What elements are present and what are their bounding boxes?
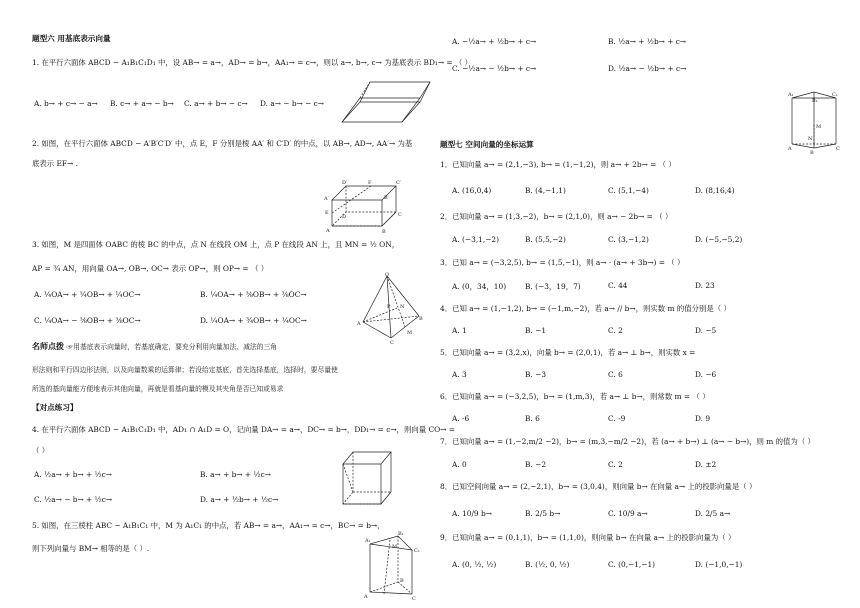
label-b: B: [382, 229, 386, 234]
q5-option-c[interactable]: C. −½a→ − ½b→ + c→: [452, 64, 537, 73]
c4-option-a[interactable]: A. 1: [452, 326, 467, 335]
label-b1: B₁: [812, 98, 818, 104]
q1-parallelepiped-figure: [332, 78, 432, 128]
q5-line1: 5. 如图，在三棱柱 ABC − A₁B₁C₁ 中，M 为 A₁C₁ 的中点，若 AB→ = a→，AA₁→ = c→，BC→ = b→，: [32, 521, 385, 530]
tip-line1: ☞用基底表示向量时，若基底确定，要充分利用向量加法、减法的三角: [66, 343, 278, 351]
c3-stem: 3．已知 a→ = (−3,2,5), b→ = (1,5,−1)，则 a→ · (a→ + 3b→) = （ ）: [440, 258, 685, 267]
tip-heading: 名师点拨: [32, 342, 64, 351]
label-p: P: [387, 304, 391, 310]
c8-stem: 8．已知空间向量 a→ = (2,−2,1)，b→ = (3,0,4)，则向量 b→ 在向量 a→ 上的投影向量是（ ）: [440, 482, 757, 491]
c4-stem: 4．已知 a→ = (1,−1,2), b→ = (−1,m,−2)，若 a→ // b→，则实数 m 的值分别是（ ）: [440, 304, 731, 313]
c6-option-d[interactable]: D. 9: [695, 414, 711, 423]
q5-option-d[interactable]: D. ½a→ − ½b→ + c→: [608, 64, 687, 73]
c8-option-d[interactable]: D. 2/5 a→: [695, 509, 731, 518]
label-f: F: [368, 180, 372, 186]
c5-option-d[interactable]: D. −6: [695, 370, 717, 379]
c9-option-a[interactable]: A. (0, ½, ½): [452, 560, 497, 569]
q1-option-a[interactable]: A. b→ + c→ − a→: [34, 99, 98, 108]
q1-option-d[interactable]: D. a→ − b→ − c→: [260, 99, 324, 108]
label-a: A: [326, 228, 330, 234]
c6-option-a[interactable]: A. -6: [452, 414, 470, 423]
q4-option-b[interactable]: B. a→ + b→ + ½c→: [200, 470, 271, 479]
c1-option-c[interactable]: C. (5,1,−4): [608, 186, 649, 195]
c4-option-d[interactable]: D. −5: [695, 326, 717, 335]
c2-option-b[interactable]: B. (5,5,−2): [525, 235, 566, 244]
c1-option-a[interactable]: A. (16,0,4): [452, 186, 492, 195]
c6-stem: 6．已知向量 a→ = (−3,2,5)，b→ = (1,m,3)，若 a→ ⊥ b→，则常数 m = （ ）: [440, 392, 710, 401]
q1-option-b[interactable]: B. c→ + a→ − b→: [110, 99, 174, 108]
c1-stem: 1．已知向量 a→ = (2,1,−3), b→ = (1,−1,2)，则 a→ + 2b→ = （ ）: [440, 160, 676, 169]
c2-option-c[interactable]: C. (3,−1,2): [608, 235, 649, 244]
q1-stem: 1. 在平行六面体 ABCD − A₁B₁C₁D₁ 中，设 AB→ = a→，AD→ = b→，AA₁→ = c→，则以 a→, b→, c→ 为基底表示 BD₁→ = （ ）: [32, 58, 473, 67]
label-n: N: [808, 136, 813, 142]
q5-option-a[interactable]: A. −½a→ + ½b→ + c→: [452, 37, 537, 46]
c7-option-d[interactable]: D. ±2: [695, 460, 717, 469]
c9-option-b[interactable]: B. (½, 0, ½): [525, 560, 570, 569]
c6-option-c[interactable]: C. -9: [608, 414, 626, 423]
label-a: A: [357, 321, 361, 327]
q3-line1: 3. 如图，M 是四面体 OABC 的棱 BC 的中点，点 N 在线段 OM 上，点 P 在线段 AN 上，且 MN = ½ ON，: [32, 240, 400, 249]
q2-line2: 底表示 EF→ .: [32, 159, 78, 168]
label-d-prime: D′: [342, 180, 348, 186]
label-c: C: [390, 340, 394, 344]
q1-option-c[interactable]: C. a→ + b→ − c→: [184, 99, 248, 108]
c3-option-d[interactable]: D. 23: [695, 281, 715, 290]
label-e: E: [325, 210, 329, 216]
c5-option-c[interactable]: C. 6: [608, 370, 623, 379]
c9-option-d[interactable]: D. (−1,0,−1): [695, 560, 743, 569]
section-7-title: 题型七 空间向量的坐标运算: [440, 140, 534, 149]
q4-line1: 4. 在平行六面体 ABCD − A₁B₁C₁D₁ 中，AD₁ ∩ A₁D = O，记向量 DA→ = a→，DC→ = b→，DD₁→ = c→，则向量 CO→ =: [32, 425, 455, 434]
c1-option-d[interactable]: D. (8,16,4): [695, 186, 735, 195]
c3-option-a[interactable]: A. (0，34，10): [452, 282, 507, 291]
q4-option-c[interactable]: C. ½a→ − b→ + ½c→: [34, 495, 113, 504]
q4-line2: （ ）: [32, 446, 50, 455]
label-b1: B₁: [398, 531, 404, 537]
c1-option-b[interactable]: B. (4,−1,1): [525, 186, 566, 195]
q3-tetrahedron-figure: [357, 272, 427, 344]
q3-option-c[interactable]: C. ¼OA→ − ⅜OB→ + ⅜OC→: [34, 316, 141, 325]
practice-heading: 【对点练习】: [32, 403, 78, 412]
q5-option-b[interactable]: B. ½a→ + ½b→ + c→: [608, 37, 687, 46]
q4-option-d[interactable]: D. a→ + ½b→ + ½c→: [200, 495, 279, 504]
label-c1: C₁: [414, 548, 420, 554]
q4-parallelepiped-figure: [337, 448, 397, 510]
label-m: M: [392, 544, 398, 550]
label-m: M: [407, 330, 413, 336]
q2-parallelepiped-figure: [322, 178, 412, 234]
label-d: D: [342, 214, 347, 220]
q5-prism-figure: [364, 530, 424, 600]
c7-option-a[interactable]: A. 0: [452, 460, 467, 469]
q3-option-b[interactable]: B. ¼OA→ + ⅜OB→ + ⅜OC→: [200, 290, 307, 299]
label-c1: C₁: [832, 92, 838, 98]
q3-option-a[interactable]: A. ¼OA→ + ¼OB→ + ¼OC→: [34, 290, 141, 299]
c3-option-b[interactable]: B. (−3，19，7): [525, 282, 581, 291]
c7-stem: 7．已知向量 a→ = (1,−2,m/2 −2)，b→ = (m,3,−m/2 −2)，若 (a→ + b→) ⊥ (a→ − b→)，则 m 的值为（ ）: [440, 437, 815, 446]
c4-option-b[interactable]: B. −1: [525, 326, 547, 335]
label-n: N: [400, 304, 405, 310]
c8-option-c[interactable]: C. 10/9 a→: [608, 509, 648, 518]
q4-option-a[interactable]: A. ½a→ + b→ + ½c→: [34, 470, 112, 479]
c8-option-a[interactable]: A. 10/9 b→: [452, 509, 492, 518]
label-b: B: [400, 578, 404, 584]
label-b: B: [810, 150, 814, 154]
c6-option-b[interactable]: B. 6: [525, 414, 540, 423]
q3-line2: AP = ¾ AN，用向量 OA→, OB→, OC→ 表示 OP→，则 OP→ = （ ）: [32, 264, 269, 273]
c8-option-b[interactable]: B. 2/5 b→: [525, 509, 561, 518]
label-a1: A₁: [788, 92, 794, 98]
q3-option-d[interactable]: D. ¼OA→ + ¾OB→ + ¼OC→: [200, 316, 307, 325]
tip-line2: 形法则和平行四边形法则，以及向量数乘的运算律；若没给定基底，首先选择基底，选择时，要尽量使: [32, 366, 338, 374]
c2-option-a[interactable]: A. (−3,1,−2): [452, 235, 499, 244]
label-c: C: [836, 146, 840, 152]
q6-prism-figure: [788, 88, 840, 154]
section-6-title: 题型六 用基底表示向量: [32, 34, 111, 43]
tip-block: [32, 342, 277, 352]
c3-option-c[interactable]: C. 44: [608, 281, 628, 290]
label-a: A: [788, 146, 792, 152]
label-b: B: [419, 316, 423, 322]
label-c-prime: C′: [396, 180, 401, 186]
label-a1: A₁: [365, 538, 371, 544]
q2-line1: 2. 如图，在平行六面体 ABCD − A′B′C′D′ 中，点 E，F 分别是棱 AA′ 和 C′D′ 的中点，以 AB→, AD→, AA′→ 为基: [32, 139, 413, 148]
label-c: C: [412, 596, 416, 600]
c5-option-a[interactable]: A. 3: [452, 370, 467, 379]
c7-option-c[interactable]: C. 2: [608, 460, 623, 469]
c5-option-b[interactable]: B. −3: [525, 370, 547, 379]
label-m: M: [816, 124, 822, 130]
c9-option-c[interactable]: C. (0,−1,−1): [608, 560, 656, 569]
label-a: A: [364, 594, 368, 600]
label-b-prime: B′: [384, 195, 389, 201]
c2-option-d[interactable]: D. (−5,−5,2): [695, 235, 743, 244]
c9-stem: 9．已知向量 a→ = (0,1,1)，b→ = (1,1,0)，则向量 b→ 在向量 a→ 上的投影向量为（ ）: [440, 533, 736, 542]
q5-line2: 则下列向量与 BM→ 相等的是（ ）.: [32, 544, 150, 553]
c5-stem: 5．已知向量 a→ = (3,2,x)，向量 b→ = (2,0,1)，若 a→ ⊥ b→，则实数 x =: [440, 348, 696, 357]
c4-option-c[interactable]: C. 2: [608, 326, 623, 335]
label-o: O: [385, 272, 390, 278]
c2-stem: 2．已知向量 a→ = (1,3,−2)，b→ = (2,1,0)，则 a→ − 2b→ = （ ）: [440, 212, 673, 221]
c7-option-b[interactable]: B. −2: [525, 460, 547, 469]
tip-line3: 所选的基向量能方便地表示其他向量，再就是看基向量的模及其夹角是否已知或易求: [32, 385, 284, 393]
label-a-prime: A′: [324, 196, 329, 202]
label-c: C: [398, 212, 402, 218]
